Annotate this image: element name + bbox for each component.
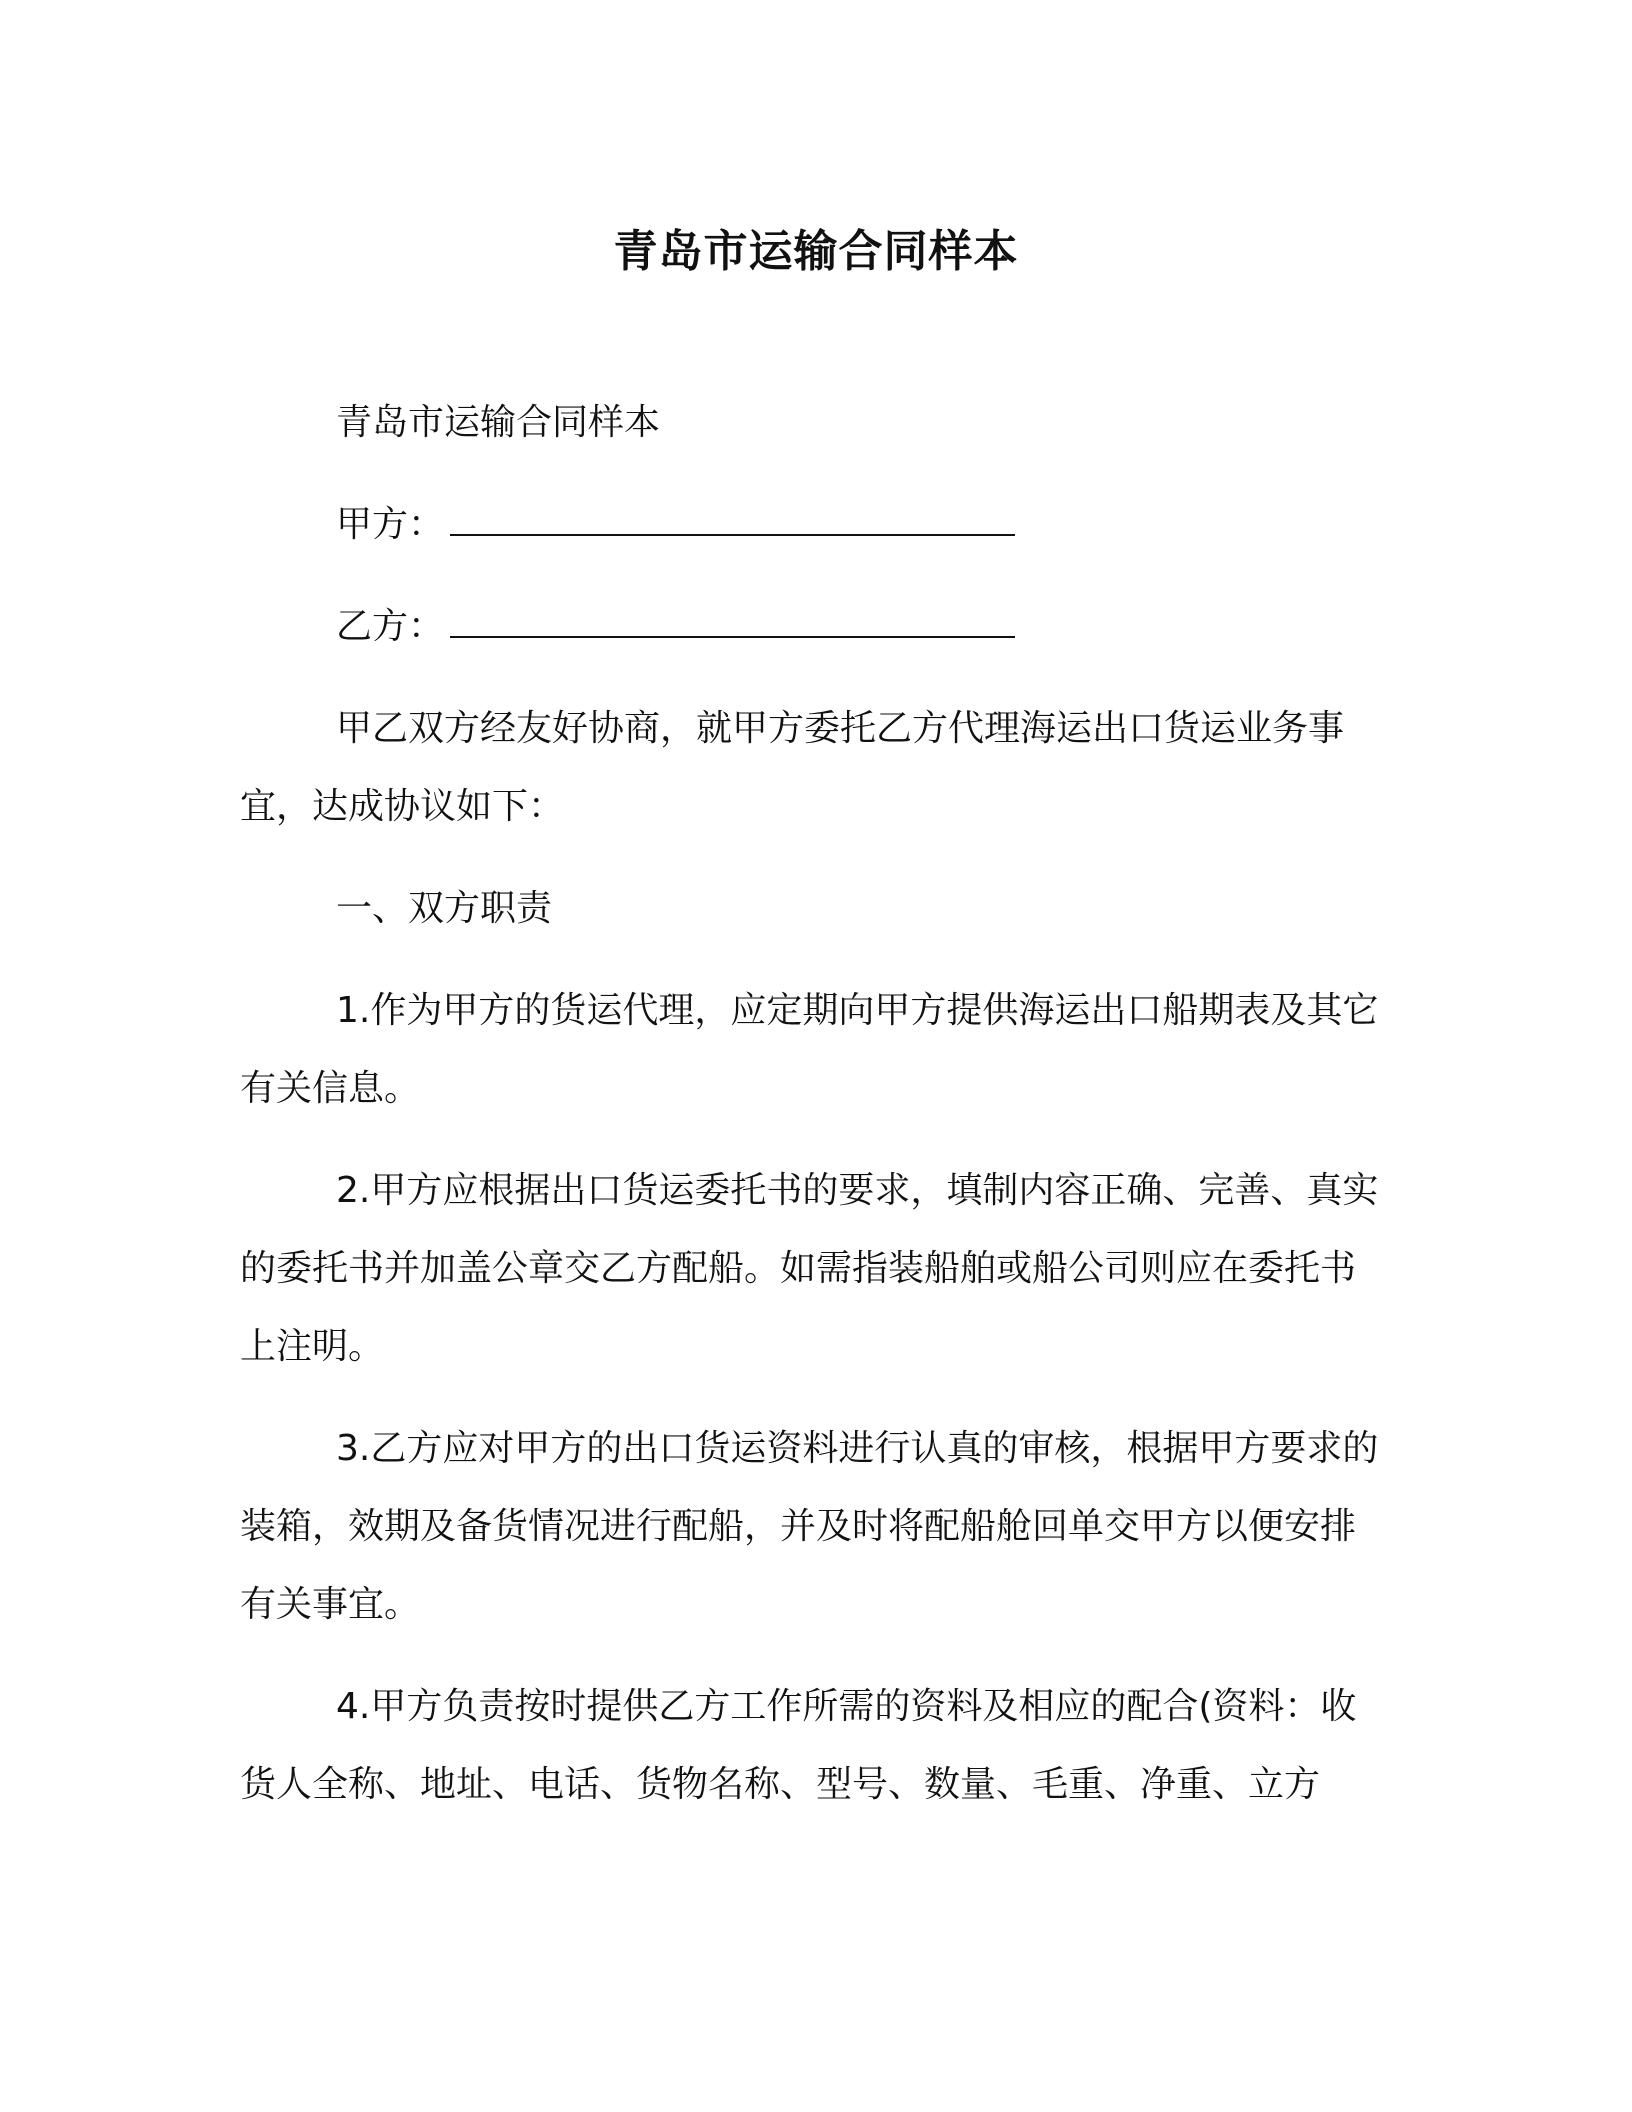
- intro-paragraph: 甲乙双方经友好协商，就甲方委托乙方代理海运出口货运业务事宜，达成协议如下：: [240, 708, 1345, 827]
- clause-4: 4.甲方负责按时提供乙方工作所需的资料及相应的配合(资料：收货人全称、地址、电话、货物名称、型号、数量、毛重、净重、立方: [240, 1686, 1357, 1805]
- party-b-blank: [450, 606, 1015, 638]
- party-b-label: 乙方：: [336, 606, 445, 647]
- party-a-blank: [450, 504, 1015, 536]
- party-a-line: [240, 486, 1390, 564]
- document-body: [240, 384, 1390, 1848]
- clause-2: 2.甲方应根据出口货运委托书的要求，填制内容正确、完善、真实的委托书并加盖公章交乙方配船。如需指装船舶或船公司则应在委托书上注明。: [240, 1170, 1379, 1367]
- party-a-label: 甲方：: [336, 504, 445, 545]
- document-subtitle: 青岛市运输合同样本: [336, 402, 661, 443]
- document-title: 青岛市运输合同样本: [613, 226, 1019, 277]
- clause-3: 3.乙方应对甲方的出口货运资料进行认真的审核，根据甲方要求的装箱，效期及备货情况进行配船，并及时将配船舱回单交甲方以便安排有关事宜。: [240, 1428, 1379, 1625]
- party-b-line: [240, 588, 1390, 666]
- section1-heading: 一、双方职责: [336, 888, 553, 929]
- clause-1: 1.作为甲方的货运代理，应定期向甲方提供海运出口船期表及其它有关信息。: [240, 990, 1379, 1109]
